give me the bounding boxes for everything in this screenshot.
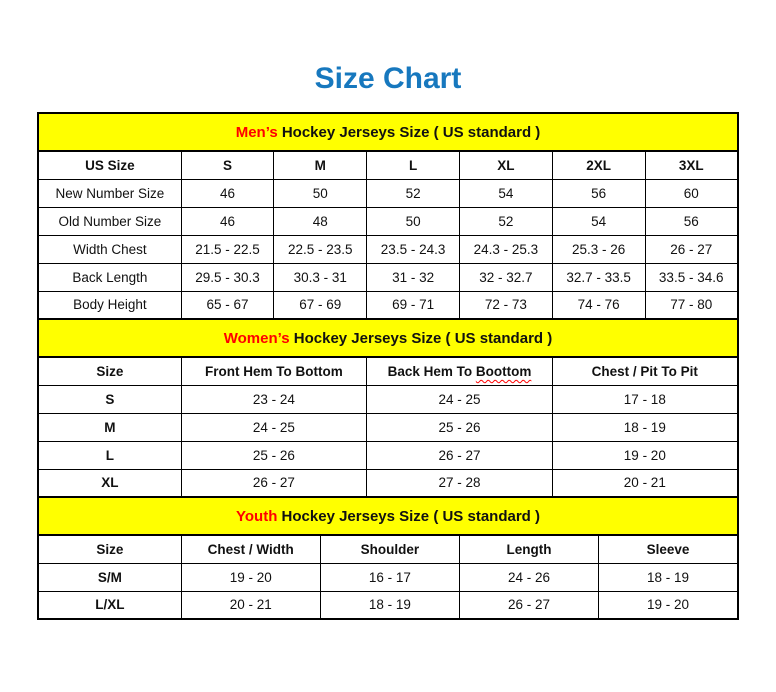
value-cell: 25.3 - 26 [552, 235, 645, 263]
value-cell: 24 - 25 [367, 385, 553, 413]
row-label: Width Chest [38, 235, 181, 263]
youth-header-length: Length [459, 535, 598, 563]
size-chart-table [37, 112, 739, 620]
value-cell: 24 - 25 [181, 413, 367, 441]
mens-header-3xl: 3XL [645, 151, 738, 179]
value-cell: 21.5 - 22.5 [181, 235, 274, 263]
youth-header-chest-width: Chest / Width [181, 535, 320, 563]
value-cell: 72 - 73 [459, 291, 552, 319]
row-label: L/XL [38, 591, 181, 619]
value-cell: 77 - 80 [645, 291, 738, 319]
youth-header-shoulder: Shoulder [320, 535, 459, 563]
womens-header-front-hem: Front Hem To Bottom [181, 357, 367, 385]
value-cell: 60 [645, 179, 738, 207]
value-cell: 19 - 20 [552, 441, 738, 469]
row-label: Body Height [38, 291, 181, 319]
womens-header-size: Size [38, 357, 181, 385]
value-cell: 20 - 21 [552, 469, 738, 497]
youth-section-title [38, 497, 738, 535]
value-cell: 32 - 32.7 [459, 263, 552, 291]
womens-band-highlight: Women’s [223, 329, 290, 347]
womens-section-title [38, 319, 738, 357]
value-cell: 17 - 18 [552, 385, 738, 413]
mens-row-back-length [38, 263, 738, 291]
value-cell: 56 [552, 179, 645, 207]
page-title: Size Chart [314, 62, 462, 95]
row-label: L [38, 441, 181, 469]
womens-row-s [38, 385, 738, 413]
value-cell: 19 - 20 [181, 563, 320, 591]
row-label: XL [38, 469, 181, 497]
youth-header-row [38, 535, 738, 563]
youth-band-highlight: Youth [236, 507, 278, 525]
value-cell: 26 - 27 [459, 591, 598, 619]
row-label: S/M [38, 563, 181, 591]
value-cell: 69 - 71 [367, 291, 460, 319]
value-cell: 29.5 - 30.3 [181, 263, 274, 291]
womens-row-m [38, 413, 738, 441]
value-cell: 54 [459, 179, 552, 207]
mens-row-body-height [38, 291, 738, 319]
value-cell: 46 [181, 179, 274, 207]
mens-header-m: M [274, 151, 367, 179]
youth-header-size: Size [38, 535, 181, 563]
value-cell: 52 [367, 179, 460, 207]
mens-row-width-chest [38, 235, 738, 263]
value-cell: 26 - 27 [367, 441, 553, 469]
value-cell: 74 - 76 [552, 291, 645, 319]
value-cell: 18 - 19 [320, 591, 459, 619]
value-cell: 65 - 67 [181, 291, 274, 319]
value-cell: 26 - 27 [645, 235, 738, 263]
spellcheck-squiggle-word: Boottom [475, 363, 532, 379]
mens-band-text: Hockey Jerseys Size ( US standard ) [277, 123, 541, 141]
value-cell: 20 - 21 [181, 591, 320, 619]
row-label: S [38, 385, 181, 413]
value-cell: 27 - 28 [367, 469, 553, 497]
row-label: Old Number Size [38, 207, 181, 235]
value-cell: 32.7 - 33.5 [552, 263, 645, 291]
mens-header-us-size: US Size [38, 151, 181, 179]
row-label: M [38, 413, 181, 441]
youth-band-text: Hockey Jerseys Size ( US standard ) [277, 507, 540, 525]
value-cell: 33.5 - 34.6 [645, 263, 738, 291]
mens-row-new-number-size [38, 179, 738, 207]
youth-section-band [38, 497, 738, 535]
mens-header-xl: XL [459, 151, 552, 179]
value-cell: 23 - 24 [181, 385, 367, 413]
mens-band-highlight: Men’s [235, 123, 278, 141]
value-cell: 19 - 20 [599, 591, 738, 619]
value-cell: 18 - 19 [599, 563, 738, 591]
womens-band-text: Hockey Jerseys Size ( US standard ) [289, 329, 553, 347]
womens-row-xl [38, 469, 738, 497]
value-cell: 67 - 69 [274, 291, 367, 319]
value-cell: 50 [274, 179, 367, 207]
value-cell: 26 - 27 [181, 469, 367, 497]
mens-row-old-number-size [38, 207, 738, 235]
value-cell: 23.5 - 24.3 [367, 235, 460, 263]
value-cell: 24.3 - 25.3 [459, 235, 552, 263]
value-cell: 22.5 - 23.5 [274, 235, 367, 263]
row-label: New Number Size [38, 179, 181, 207]
womens-header-back-hem: Back Hem To Boottom [367, 357, 553, 385]
value-cell: 48 [274, 207, 367, 235]
mens-header-2xl: 2XL [552, 151, 645, 179]
mens-section-title [38, 113, 738, 151]
youth-header-sleeve: Sleeve [599, 535, 738, 563]
womens-section-band [38, 319, 738, 357]
value-cell: 30.3 - 31 [274, 263, 367, 291]
value-cell: 16 - 17 [320, 563, 459, 591]
youth-row-sm [38, 563, 738, 591]
womens-row-l [38, 441, 738, 469]
womens-header-chest-pit: Chest / Pit To Pit [552, 357, 738, 385]
value-cell: 56 [645, 207, 738, 235]
value-cell: 31 - 32 [367, 263, 460, 291]
womens-header-row [38, 357, 738, 385]
value-cell: 25 - 26 [181, 441, 367, 469]
value-cell: 18 - 19 [552, 413, 738, 441]
mens-header-row [38, 151, 738, 179]
value-cell: 46 [181, 207, 274, 235]
mens-header-s: S [181, 151, 274, 179]
value-cell: 50 [367, 207, 460, 235]
value-cell: 24 - 26 [459, 563, 598, 591]
row-label: Back Length [38, 263, 181, 291]
value-cell: 25 - 26 [367, 413, 553, 441]
mens-section-band [38, 113, 738, 151]
mens-header-l: L [367, 151, 460, 179]
youth-row-lxl [38, 591, 738, 619]
value-cell: 52 [459, 207, 552, 235]
value-cell: 54 [552, 207, 645, 235]
